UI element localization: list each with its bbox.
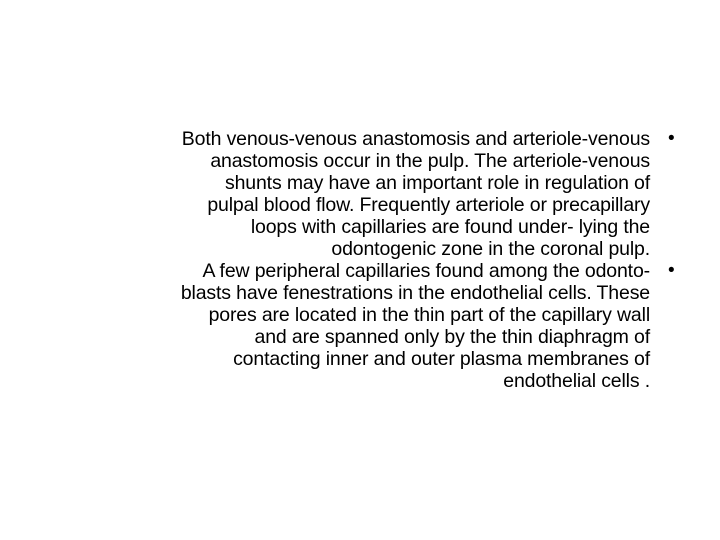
text-line: blasts have fenestrations in the endothelial cells. These <box>180 282 650 304</box>
text-line: anastomosis occur in the pulp. The arteriole-venous <box>210 150 650 172</box>
bullet-list <box>30 128 700 392</box>
bullet-text <box>30 128 650 260</box>
bullet-item-capillaries <box>30 260 700 392</box>
text-line: pores are located in the thin part of the capillary wall <box>208 304 650 326</box>
text-line: shunts may have an important role in regulation of <box>225 172 650 194</box>
text-line: pulpal blood flow. Frequently arteriole or precapillary <box>207 194 650 216</box>
bullet-text <box>30 260 650 392</box>
text-line: odontogenic zone in the coronal pulp. <box>331 238 650 260</box>
text-line: and are spanned only by the thin diaphragm of <box>254 326 650 348</box>
text-line: A few peripheral capillaries found among the odonto- <box>202 260 650 282</box>
bullet-marker-icon: • <box>668 128 675 149</box>
text-line: loops with capillaries are found under- lying the <box>250 216 650 238</box>
bullet-item-anastomosis <box>30 128 700 260</box>
bullet-marker-icon: • <box>668 260 675 281</box>
text-line: Both venous-venous anastomosis and arteriole-venous <box>181 128 650 150</box>
text-line: endothelial cells . <box>503 370 650 392</box>
text-line: contacting inner and outer plasma membranes of <box>233 348 650 370</box>
